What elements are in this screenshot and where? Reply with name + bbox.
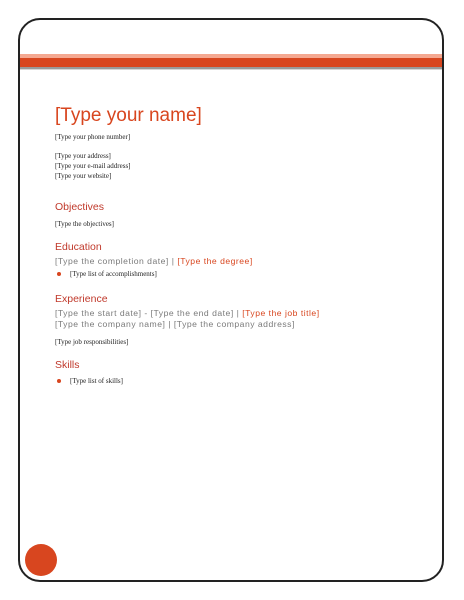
end-date[interactable]: [Type the end date] [150,308,234,318]
objectives-text[interactable]: [Type the objectives] [55,220,114,228]
header-band-accent [20,58,442,67]
experience-heading: Experience [55,293,108,305]
job-title[interactable]: [Type the job title] [242,308,320,318]
email-address[interactable]: [Type your e-mail address] [55,162,131,170]
job-responsibilities[interactable]: [Type job responsibilities] [55,338,129,346]
skills-bullet-item [55,376,435,386]
date-dash: - [144,308,148,318]
experience-dates-line [55,308,435,319]
company-address[interactable]: [Type the company address] [173,319,295,329]
company-separator: | [168,319,172,329]
education-line [55,256,435,267]
skills-list[interactable]: [Type list of skills] [70,377,123,385]
education-bullet-item [55,269,435,279]
header-band-thin [20,69,442,70]
experience-separator: | [236,308,240,318]
skills-heading: Skills [55,359,80,371]
objectives-heading: Objectives [55,201,105,213]
resume-name[interactable]: [Type your name] [55,105,202,126]
degree[interactable]: [Type the degree] [177,256,253,266]
website[interactable]: [Type your website] [55,172,112,180]
bullet-icon [57,272,61,276]
resume-content [55,104,435,386]
completion-date[interactable]: [Type the completion date] [55,256,169,266]
company-name[interactable]: [Type the company name] [55,319,166,329]
experience-company-line [55,319,435,330]
corner-circle-decoration [25,544,57,576]
start-date[interactable]: [Type the start date] [55,308,142,318]
education-heading: Education [55,241,102,253]
bullet-icon [57,379,61,383]
phone-number[interactable]: [Type your phone number] [55,133,131,141]
contact-block [55,151,435,181]
page-border-frame [18,18,444,582]
accomplishments-text[interactable]: [Type list of accomplishments] [70,270,157,278]
education-separator: | [171,256,175,266]
address[interactable]: [Type your address] [55,152,111,160]
